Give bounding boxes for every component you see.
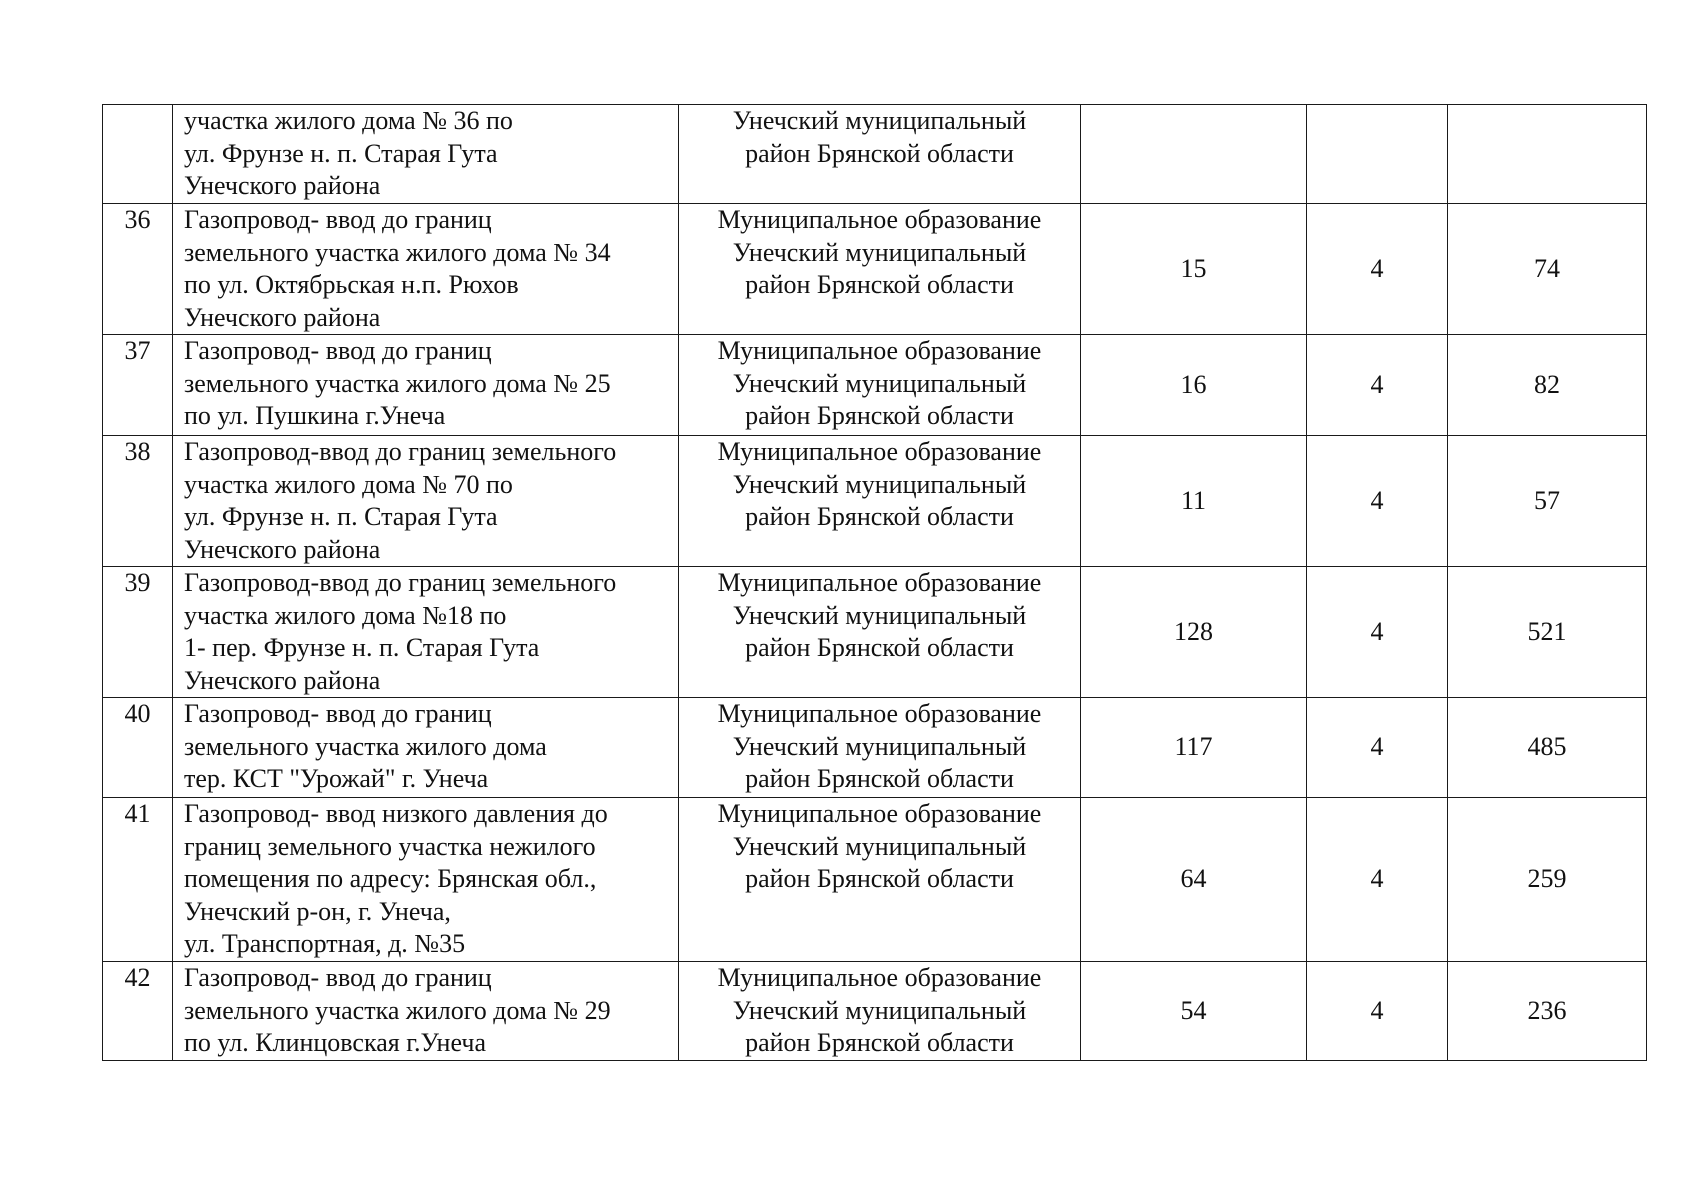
diameter-cell: 4 <box>1307 335 1448 436</box>
table-row <box>103 335 1647 436</box>
object-name: Газопровод- ввод до границ земельного участка жилого дома № 25 по ул. Пушкина г.Унеча <box>173 335 679 436</box>
row-number: 37 <box>103 335 173 436</box>
length-cell: 15 <box>1081 204 1307 335</box>
area-cell: 521 <box>1448 567 1647 698</box>
row-number: 39 <box>103 567 173 698</box>
row-number: 38 <box>103 436 173 567</box>
length-cell: 128 <box>1081 567 1307 698</box>
length-cell: 54 <box>1081 962 1307 1061</box>
object-name: Газопровод- ввод до границ земельного участка жилого дома № 29 по ул. Клинцовская г.Унеча <box>173 962 679 1061</box>
row-number: 40 <box>103 698 173 798</box>
owner-cell: Унечский муниципальный район Брянской области <box>679 105 1081 204</box>
table-row <box>103 436 1647 567</box>
area-cell: 57 <box>1448 436 1647 567</box>
length-cell: 64 <box>1081 798 1307 962</box>
owner-cell: Муниципальное образование Унечский муниципальный район Брянской области <box>679 436 1081 567</box>
owner-cell: Муниципальное образование Унечский муниципальный район Брянской области <box>679 335 1081 436</box>
table-row <box>103 105 1647 204</box>
object-name: Газопровод- ввод до границ земельного участка жилого дома № 34 по ул. Октябрьская н.п. Рюхов Унечского района <box>173 204 679 335</box>
object-name: Газопровод-ввод до границ земельного участка жилого дома № 70 по ул. Фрунзе н. п. Старая Гута Унечского района <box>173 436 679 567</box>
diameter-cell: 4 <box>1307 567 1448 698</box>
owner-cell: Муниципальное образование Унечский муниципальный район Брянской области <box>679 798 1081 962</box>
object-name: Газопровод- ввод низкого давления до границ земельного участка нежилого помещения по адресу: Брянская обл., Унечский р-он, г. Унеча, ул. Транспортная, д. №35 <box>173 798 679 962</box>
object-name: участка жилого дома № 36 по ул. Фрунзе н. п. Старая Гута Унечского района <box>173 105 679 204</box>
diameter-cell: 4 <box>1307 436 1448 567</box>
table-row <box>103 962 1647 1061</box>
length-cell: 16 <box>1081 335 1307 436</box>
area-cell: 259 <box>1448 798 1647 962</box>
area-cell: 74 <box>1448 204 1647 335</box>
diameter-cell <box>1307 105 1448 204</box>
area-cell: 236 <box>1448 962 1647 1061</box>
diameter-cell: 4 <box>1307 204 1448 335</box>
object-name: Газопровод- ввод до границ земельного участка жилого дома тер. КСТ "Урожай" г. Унеча <box>173 698 679 798</box>
table-row <box>103 567 1647 698</box>
row-number <box>103 105 173 204</box>
table-row <box>103 204 1647 335</box>
area-cell: 485 <box>1448 698 1647 798</box>
length-cell: 11 <box>1081 436 1307 567</box>
length-cell: 117 <box>1081 698 1307 798</box>
object-name: Газопровод-ввод до границ земельного участка жилого дома №18 по 1- пер. Фрунзе н. п. Старая Гута Унечского района <box>173 567 679 698</box>
row-number: 42 <box>103 962 173 1061</box>
owner-cell: Муниципальное образование Унечский муниципальный район Брянской области <box>679 698 1081 798</box>
table-row <box>103 698 1647 798</box>
diameter-cell: 4 <box>1307 962 1448 1061</box>
row-number: 36 <box>103 204 173 335</box>
owner-cell: Муниципальное образование Унечский муниципальный район Брянской области <box>679 204 1081 335</box>
length-cell <box>1081 105 1307 204</box>
area-cell <box>1448 105 1647 204</box>
owner-cell: Муниципальное образование Унечский муниципальный район Брянской области <box>679 567 1081 698</box>
diameter-cell: 4 <box>1307 798 1448 962</box>
table-row <box>103 798 1647 962</box>
document-table <box>102 104 1647 1061</box>
row-number: 41 <box>103 798 173 962</box>
owner-cell: Муниципальное образование Унечский муниципальный район Брянской области <box>679 962 1081 1061</box>
diameter-cell: 4 <box>1307 698 1448 798</box>
area-cell: 82 <box>1448 335 1647 436</box>
